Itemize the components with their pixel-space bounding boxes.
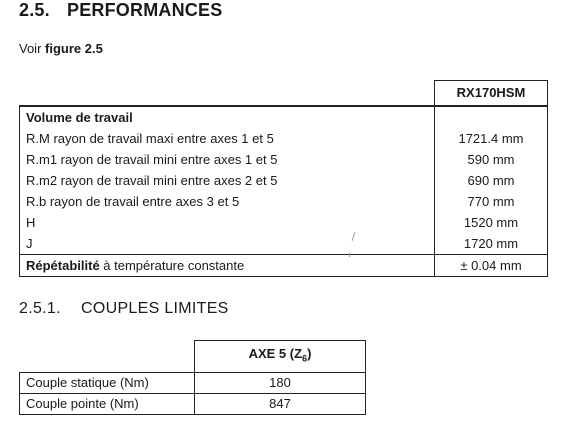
row-label: Couple pointe (Nm) xyxy=(20,393,195,414)
table-row xyxy=(20,212,548,233)
row-value: 847 xyxy=(195,393,366,414)
torque-table xyxy=(19,340,366,415)
table-row xyxy=(20,233,548,255)
subsection-title: COUPLES LIMITES xyxy=(81,300,229,317)
scan-speck xyxy=(349,253,350,257)
performance-table xyxy=(19,80,548,277)
figure-reference-link: figure 2.5 xyxy=(45,41,103,56)
subsection-number: 2.5.1. xyxy=(19,300,61,317)
row-value: 1520 mm xyxy=(435,212,548,233)
section-heading xyxy=(19,0,222,21)
row-value: 180 xyxy=(195,372,366,393)
table-row xyxy=(20,106,548,128)
table-row xyxy=(20,372,366,393)
section-title: PERFORMANCES xyxy=(67,0,223,20)
axis-header-main: AXE 5 (Z xyxy=(248,346,303,361)
section-number: 2.5. xyxy=(19,0,50,20)
repeatability-label-bold: Répétabilité xyxy=(26,258,100,273)
row-label: R.b rayon de travail entre axes 3 et 5 xyxy=(20,191,435,212)
row-value: 770 mm xyxy=(435,191,548,212)
row-label: J xyxy=(20,233,435,255)
axis-column-header xyxy=(195,341,366,373)
row-label: R.M rayon de travail maxi entre axes 1 et 5 xyxy=(20,128,435,149)
figure-reference-prefix: Voir xyxy=(19,41,42,56)
figure-reference xyxy=(19,41,103,56)
subsection-heading xyxy=(19,300,229,318)
table-row xyxy=(20,191,548,212)
performance-header-empty xyxy=(20,81,435,107)
row-label: Couple statique (Nm) xyxy=(20,372,195,393)
table-row xyxy=(20,170,548,191)
axis-header-close: ) xyxy=(307,346,312,361)
row-label: H xyxy=(20,212,435,233)
axis-header-subscript: 6 xyxy=(302,353,308,364)
row-value: 1721.4 mm xyxy=(435,128,548,149)
torque-table-header xyxy=(20,341,366,373)
row-value: 690 mm xyxy=(435,170,548,191)
repeatability-label xyxy=(20,255,435,277)
model-column-header: RX170HSM xyxy=(435,81,548,107)
row-value: 1720 mm xyxy=(435,233,548,255)
group-heading: Volume de travail xyxy=(20,106,435,128)
performance-table-header xyxy=(20,81,548,107)
row-label: R.m2 rayon de travail mini entre axes 2 et 5 xyxy=(20,170,435,191)
group-heading-value xyxy=(435,106,548,128)
table-row xyxy=(20,255,548,277)
row-value: 590 mm xyxy=(435,149,548,170)
table-row xyxy=(20,128,548,149)
torque-header-empty xyxy=(20,341,195,373)
repeatability-label-rest: à température constante xyxy=(99,258,245,273)
row-label: R.m1 rayon de travail mini entre axes 1 et 5 xyxy=(20,149,435,170)
repeatability-value: ± 0.04 mm xyxy=(435,255,548,277)
table-row xyxy=(20,149,548,170)
table-row xyxy=(20,393,366,414)
